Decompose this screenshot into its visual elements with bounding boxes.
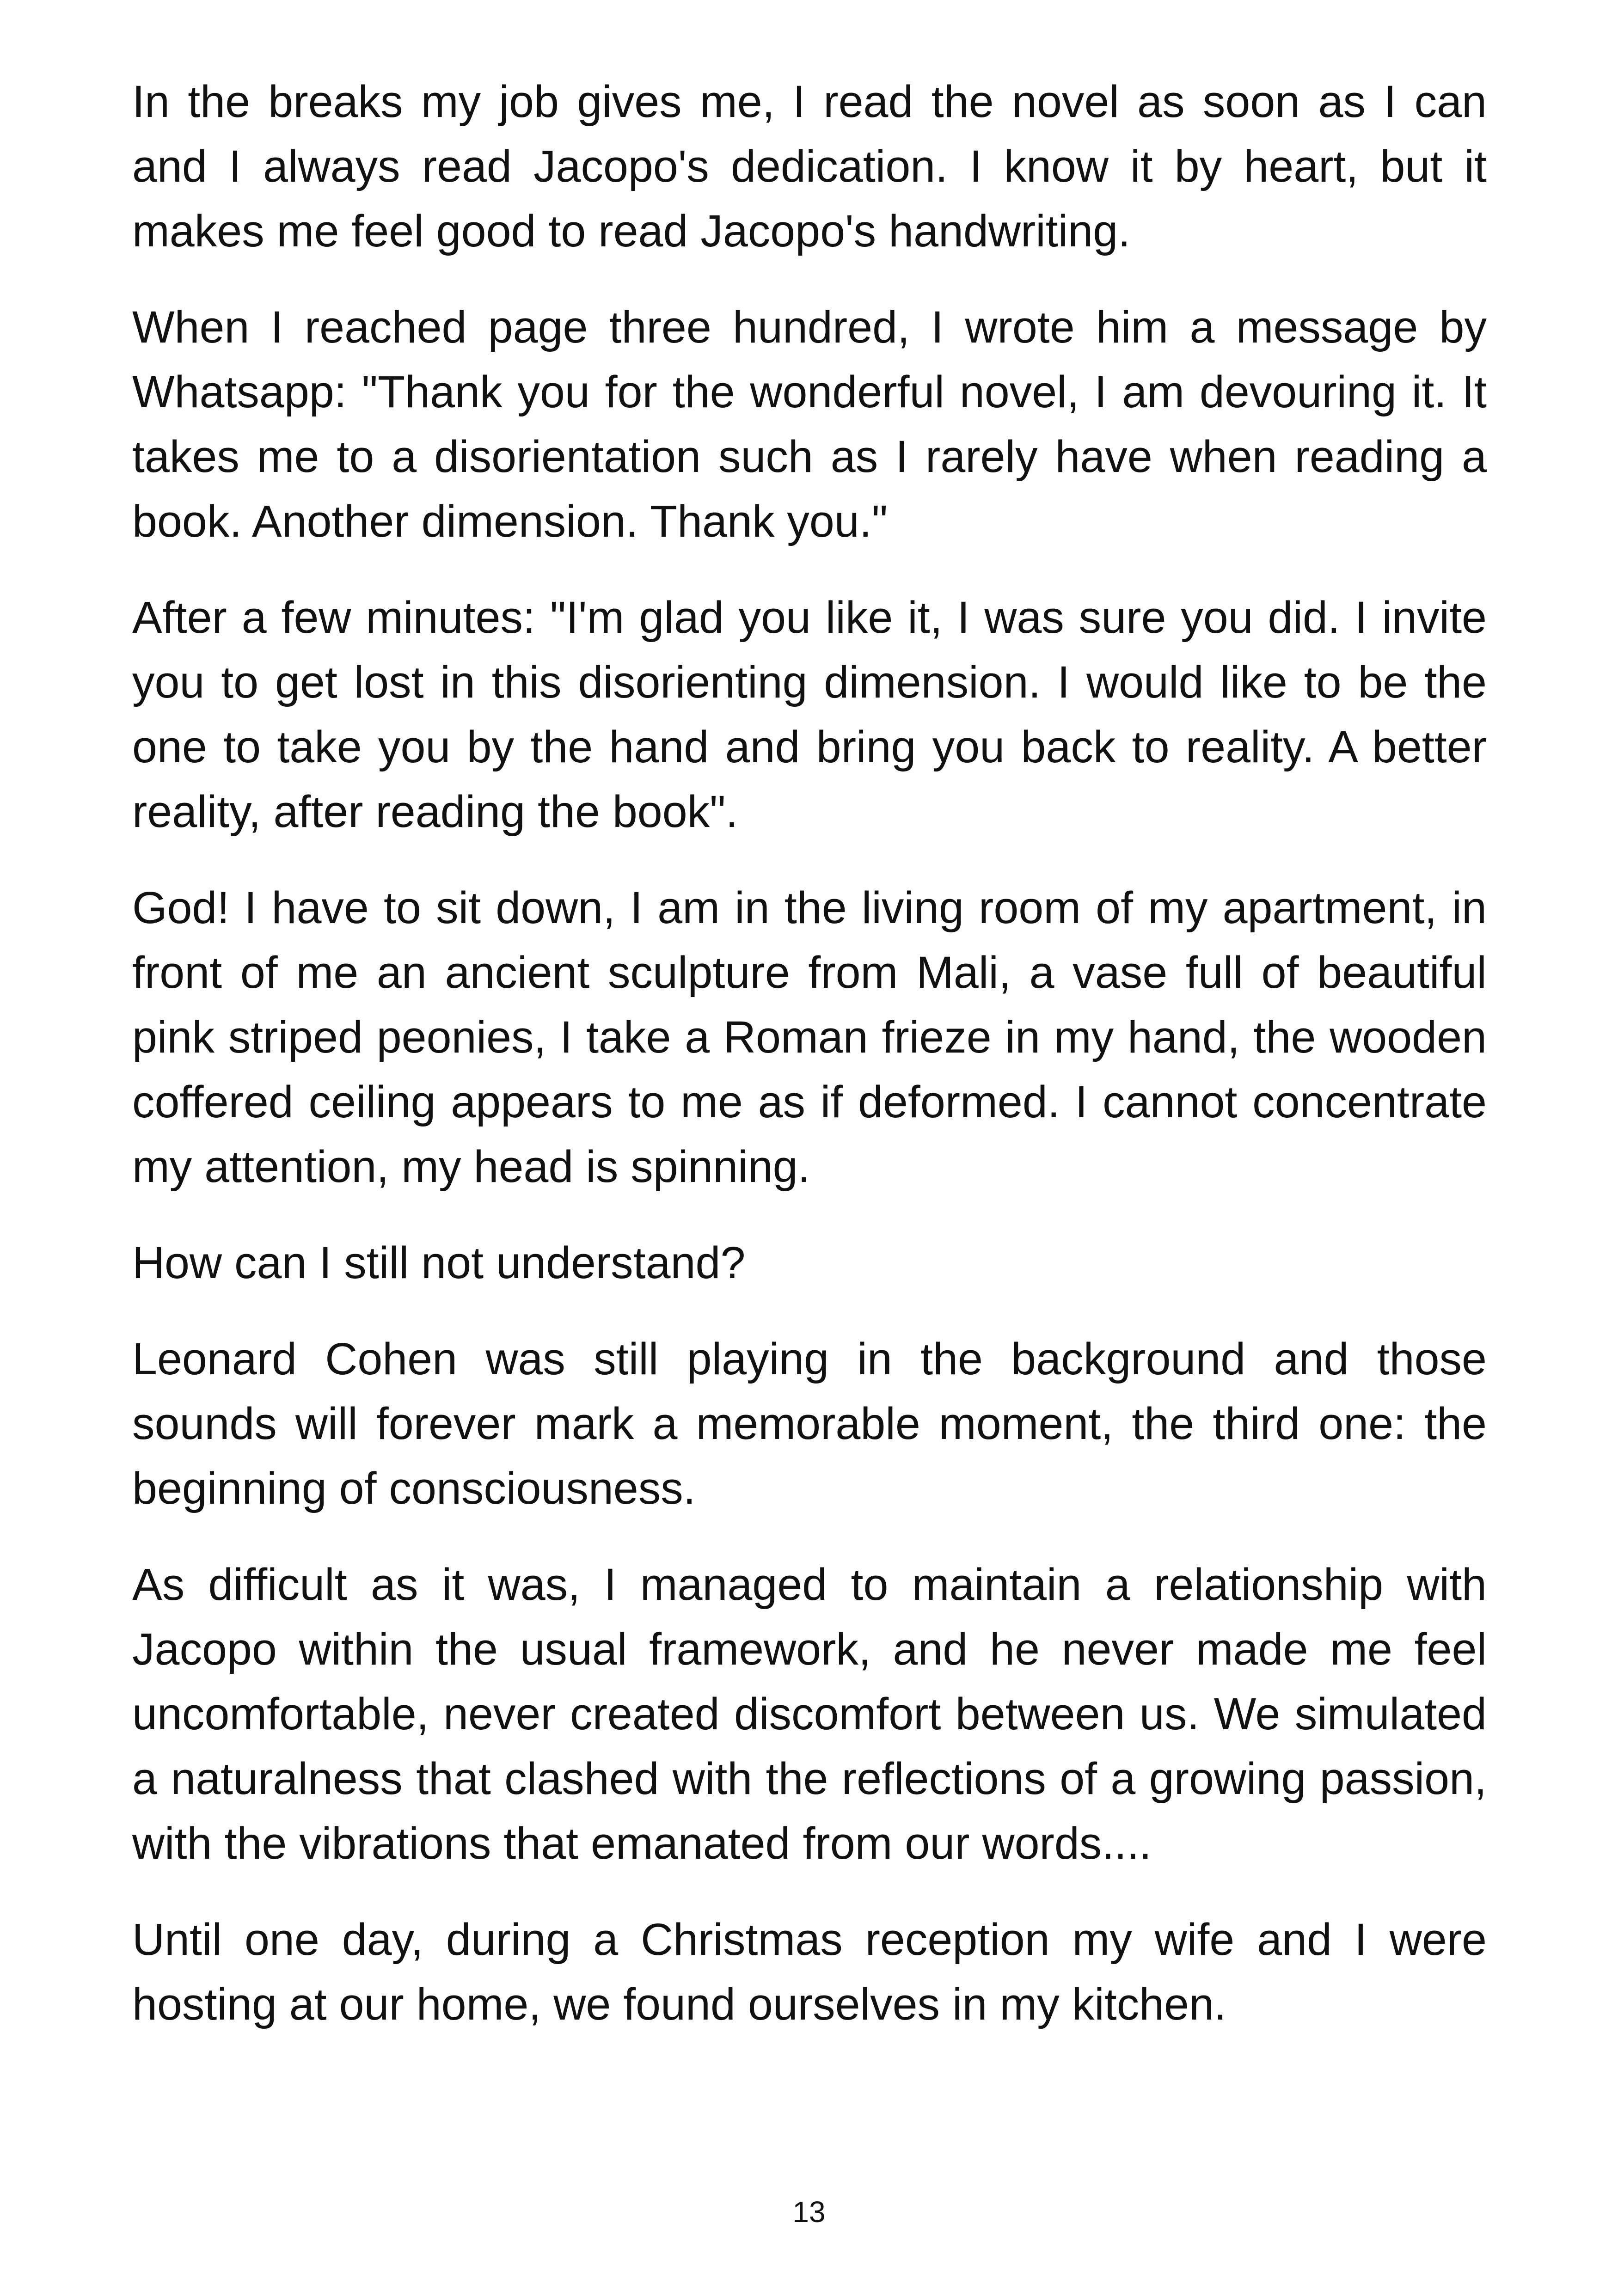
- paragraph-4: God! I have to sit down, I am in the living room of my apartment, in front of me an ancient sculpture from Mali, a vase full of beautiful pink striped peonies, I take a Roman frieze in my hand, the wooden coffered ceiling appears to me as if deformed. I cannot concentrate my attention, my head is spinning.: [132, 882, 1487, 1192]
- paragraph-2: When I reached page three hundred, I wrote him a message by Whatsapp: "Thank you for the wonderful novel, I am devouring it. It takes me to a disorientation such as I rarely have when reading a book. Another dimension. Thank you.": [132, 302, 1487, 546]
- page-body: [132, 69, 1487, 2068]
- paragraph-6: Leonard Cohen was still playing in the background and those sounds will forever mark a memorable moment, the third one: the beginning of consciousness.: [132, 1334, 1487, 1513]
- paragraph-3: After a few minutes: "I'm glad you like it, I was sure you did. I invite you to get lost in this disorienting dimension. I would like to be the one to take you by the hand and bring you back to reality. A better reality, after reading the book".: [132, 592, 1487, 837]
- paragraph-7: As difficult as it was, I managed to maintain a relationship with Jacopo within the usual framework, and he never made me feel uncomfortable, never created discomfort between us. We simulated a naturalness that clashed with the reflections of a growing passion, with the vibrations that emanated from our words....: [132, 1559, 1487, 1868]
- paragraph-8: Until one day, during a Christmas reception my wife and I were hosting at our home, we found ourselves in my kitchen.: [132, 1914, 1487, 2029]
- paragraph-1: In the breaks my job gives me, I read the novel as soon as I can and I always read Jacopo's dedication. I know it by heart, but it makes me feel good to read Jacopo's handwriting.: [132, 76, 1487, 256]
- paragraph-5: How can I still not understand?: [132, 1237, 746, 1288]
- page-number: 13: [792, 2195, 826, 2229]
